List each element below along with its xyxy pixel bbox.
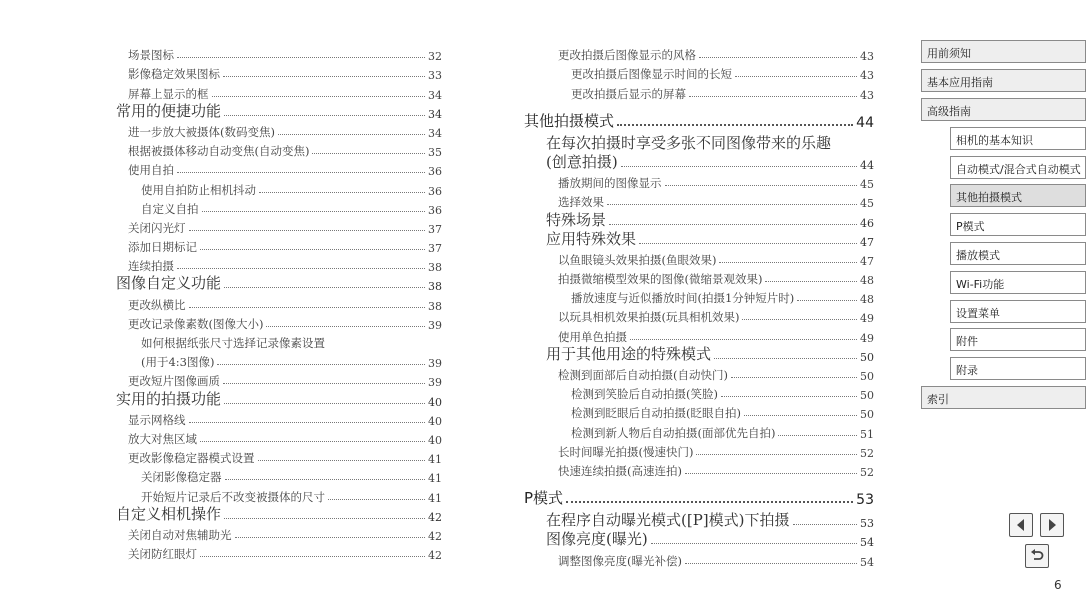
- toc-entry-title: 应用特殊效果: [546, 229, 637, 248]
- prev-page-button[interactable]: [1009, 513, 1033, 537]
- nav-basic-guide[interactable]: [921, 69, 1086, 92]
- toc-entry-title: 更改记录像素数(图像大小): [128, 316, 264, 331]
- toc-entry-page: 37: [428, 222, 442, 236]
- toc-entry-page: 36: [428, 203, 442, 217]
- toc-entry-page: 40: [428, 395, 442, 409]
- toc-entry[interactable]: [524, 153, 874, 172]
- toc-entry[interactable]: [524, 172, 874, 191]
- toc-entry-page: 34: [428, 126, 442, 140]
- nav-label: 相机的基本知识: [956, 134, 1033, 147]
- toc-entry-page: 40: [428, 414, 442, 428]
- nav-label: 用前须知: [927, 47, 971, 60]
- toc-entry[interactable]: [116, 370, 442, 389]
- toc-entry-page: 47: [860, 235, 874, 249]
- toc-entry[interactable]: [116, 447, 442, 466]
- nav-label: 附录: [956, 364, 978, 377]
- toc-entry[interactable]: [116, 485, 442, 504]
- toc-entry-page: 47: [860, 254, 874, 268]
- toc-entry-page: 51: [860, 427, 874, 441]
- dot-leader: [744, 415, 857, 416]
- toc-entry-page: 34: [428, 107, 442, 121]
- dot-leader: [639, 243, 857, 244]
- toc-entry[interactable]: [116, 217, 442, 236]
- dot-leader: [200, 556, 425, 557]
- toc-entry[interactable]: [524, 249, 874, 268]
- dot-leader: [200, 249, 425, 250]
- toc-entry[interactable]: [524, 421, 874, 440]
- toc-left-column: [116, 44, 442, 562]
- toc-entry-page: 50: [860, 370, 874, 383]
- toc-entry[interactable]: [116, 274, 442, 293]
- toc-entry[interactable]: [116, 505, 442, 524]
- toc-entry[interactable]: [116, 255, 442, 274]
- toc-entry-title: 以鱼眼镜头效果拍摄(鱼眼效果): [558, 252, 717, 267]
- dot-leader: [742, 319, 857, 320]
- dot-leader: [778, 435, 857, 436]
- toc-entry-page: 37: [428, 242, 442, 256]
- toc-entry-page: 54: [860, 555, 874, 569]
- toc-entry-title: 特殊场景: [546, 210, 607, 229]
- toc-entry[interactable]: [116, 293, 442, 312]
- toc-entry-title: 关闭影像稳定器: [141, 470, 222, 485]
- dot-leader: [189, 307, 426, 308]
- dot-leader: [797, 300, 857, 301]
- nav-before-use[interactable]: [921, 40, 1086, 63]
- toc-entry[interactable]: [524, 364, 874, 383]
- toc-entry-page: 52: [860, 446, 874, 460]
- toc-entry[interactable]: [524, 402, 874, 421]
- toc-entry[interactable]: [524, 383, 874, 402]
- toc-entry[interactable]: [116, 428, 442, 447]
- dot-leader: [177, 268, 425, 269]
- toc-entry-title: 更改拍摄后图像显示时间的长短: [571, 67, 732, 82]
- toc-entry[interactable]: [524, 268, 874, 287]
- dot-leader: [223, 383, 425, 384]
- toc-entry-title: 检测到眨眼后自动拍摄(眨眼自拍): [571, 406, 741, 421]
- dot-leader: [224, 115, 425, 116]
- toc-entry[interactable]: [116, 524, 442, 543]
- toc-entry-title: 播放期间的图像显示: [558, 176, 662, 191]
- dot-leader: [235, 537, 426, 538]
- toc-entry-title: 以玩具相机效果拍摄(玩具相机效果): [558, 310, 740, 325]
- next-page-button[interactable]: [1040, 513, 1064, 537]
- toc-entry-title: 检测到面部后自动拍摄(自动快门): [558, 368, 728, 382]
- toc-entry[interactable]: [116, 82, 442, 101]
- toc-entry-title: 图像自定义功能: [116, 274, 222, 293]
- toc-entry-page: 34: [428, 88, 442, 102]
- toc-entry-page: 45: [860, 178, 874, 192]
- toc-entry-title: 播放速度与近似播放时间(拍摄1分钟短片时): [571, 291, 795, 306]
- toc-entry-title: 长时间曝光拍摄(慢速快门): [558, 444, 694, 459]
- dot-leader: [225, 479, 426, 480]
- dot-leader: [651, 543, 857, 544]
- toc-entry-title: 连续拍摄: [128, 259, 174, 274]
- toc-entry-title: 更改短片图像画质: [128, 374, 220, 389]
- toc-entry-title: 自定义相机操作: [116, 504, 222, 523]
- toc-entry-title: 调整图像亮度(曝光补偿): [558, 553, 682, 568]
- toc-entry-title: 拍摄微缩模型效果的图像(微缩景观效果): [558, 272, 763, 287]
- toc-entry-title: (创意拍摄): [546, 152, 618, 171]
- dot-leader: [699, 57, 857, 58]
- nav-label: 索引: [927, 393, 949, 406]
- dot-leader: [735, 76, 857, 77]
- toc-entry-page: 44: [860, 158, 874, 172]
- nav-index[interactable]: [921, 386, 1086, 409]
- toc-entry-page: 50: [860, 408, 874, 422]
- toc-entry[interactable]: [116, 121, 442, 140]
- toc-entry-page: 38: [428, 280, 442, 294]
- nav-label: P模式: [956, 220, 985, 233]
- dot-leader: [202, 211, 426, 212]
- dot-leader: [765, 281, 857, 282]
- dot-leader: [714, 358, 857, 359]
- page-number: 6: [1054, 578, 1062, 592]
- toc-entry-title: 快速连续拍摄(高速连拍): [558, 463, 682, 478]
- toc-entry-page: 36: [428, 184, 442, 198]
- dot-leader: [630, 339, 857, 340]
- toc-entry-title: 添加日期标记: [128, 240, 197, 255]
- dot-leader: [566, 501, 853, 503]
- dot-leader: [258, 460, 426, 461]
- toc-entry[interactable]: [116, 44, 442, 63]
- toc-entry-title: 图像亮度(曝光): [546, 530, 648, 549]
- toc-entry-title: (用于4:3图像): [141, 355, 215, 370]
- toc-entry-page: 53: [856, 491, 874, 508]
- toc-entry-page: 38: [428, 299, 442, 313]
- toc-entry-page: 42: [428, 510, 442, 524]
- toc-entry[interactable]: [524, 82, 874, 101]
- nav-label: Wi-Fi功能: [956, 278, 1005, 291]
- nav-label: 设置菜单: [956, 307, 1000, 320]
- nav-wifi[interactable]: [950, 271, 1086, 294]
- toc-entry-page: 39: [428, 357, 442, 371]
- toc-entry-page: 43: [860, 69, 874, 83]
- toc-entry[interactable]: [116, 389, 442, 408]
- dot-leader: [224, 403, 425, 404]
- toc-entry-page: 35: [428, 146, 442, 160]
- nav-p-mode[interactable]: [950, 213, 1086, 236]
- toc-entry-page: 33: [428, 69, 442, 83]
- nav-auto-mode[interactable]: [950, 156, 1086, 179]
- toc-entry[interactable]: [116, 543, 442, 562]
- dot-leader: [607, 204, 857, 205]
- toc-entry-title: 其他拍摄模式: [524, 111, 615, 130]
- dot-leader: [224, 287, 425, 288]
- dot-leader: [189, 230, 426, 231]
- dot-leader: [696, 454, 857, 455]
- toc-entry[interactable]: [524, 106, 874, 131]
- dot-leader: [665, 185, 858, 186]
- dot-leader: [177, 57, 425, 58]
- dot-leader: [217, 364, 425, 365]
- toc-entry-title: 更改拍摄后图像显示的风格: [558, 48, 696, 63]
- toc-entry[interactable]: [116, 178, 442, 197]
- toc-entry[interactable]: [524, 306, 874, 325]
- dot-leader: [719, 262, 857, 263]
- dot-leader: [200, 441, 425, 442]
- toc-entry-title: 根据被摄体移动自动变焦(自动变焦): [128, 144, 310, 159]
- toc-entry[interactable]: [116, 140, 442, 159]
- dot-leader: [621, 166, 857, 167]
- toc-entry[interactable]: [524, 345, 874, 364]
- toc-entry[interactable]: [524, 191, 874, 210]
- toc-entry-title: 放大对焦区域: [128, 431, 197, 446]
- toc-entry[interactable]: [524, 134, 874, 153]
- toc-entry-title: 关闭闪光灯: [128, 220, 186, 235]
- toc-entry[interactable]: [524, 287, 874, 306]
- toc-entry-page: 44: [856, 114, 874, 131]
- toc-entry-page: 43: [860, 50, 874, 64]
- dot-leader: [685, 473, 857, 474]
- toc-entry[interactable]: [116, 466, 442, 485]
- dot-leader: [259, 192, 425, 193]
- toc-middle-column: [524, 44, 874, 569]
- toc-entry-page: 50: [860, 389, 874, 403]
- toc-entry-page: 54: [860, 536, 874, 550]
- toc-entry[interactable]: [524, 230, 874, 249]
- nav-appendix[interactable]: [950, 357, 1086, 380]
- toc-entry[interactable]: [116, 159, 442, 178]
- toc-entry-page: 41: [428, 453, 442, 467]
- toc-entry-title: 使用单色拍摄: [558, 329, 627, 344]
- dot-leader: [721, 396, 857, 397]
- toc-entry[interactable]: [116, 198, 442, 217]
- dot-leader: [793, 524, 857, 525]
- nav-label: 基本应用指南: [927, 76, 993, 89]
- toc-entry-title: 使用自拍防止相机抖动: [141, 182, 256, 197]
- toc-entry-title: 开始短片记录后不改变被摄体的尺寸: [141, 489, 325, 504]
- dot-leader: [685, 563, 857, 564]
- toc-entry-page: 39: [428, 376, 442, 390]
- dot-leader: [278, 134, 425, 135]
- toc-entry[interactable]: [524, 549, 874, 568]
- toc-entry-title: 更改影像稳定器模式设置: [128, 451, 255, 466]
- toc-entry-title: 关闭防红眼灯: [128, 547, 197, 562]
- return-icon: [1029, 548, 1045, 564]
- toc-entry-page: 45: [860, 197, 874, 211]
- dot-leader: [189, 422, 426, 423]
- dot-leader: [224, 518, 425, 519]
- dot-leader: [266, 326, 425, 327]
- dot-leader: [689, 96, 857, 97]
- dot-leader: [731, 377, 857, 378]
- toc-entry-page: 36: [428, 165, 442, 179]
- toc-entry-page: 42: [428, 529, 442, 543]
- arrow-right-icon: [1045, 518, 1059, 532]
- toc-entry-title: 更改拍摄后显示的屏幕: [571, 86, 686, 101]
- toc-entry-title: 选择效果: [558, 195, 604, 210]
- toc-entry[interactable]: [116, 102, 442, 121]
- toc-entry-title: P模式: [524, 488, 564, 507]
- toc-entry-page: 49: [860, 312, 874, 326]
- nav-label: 高级指南: [927, 105, 971, 118]
- toc-entry-title: 检测到笑脸后自动拍摄(笑脸): [571, 387, 718, 402]
- toc-entry-page: 38: [428, 261, 442, 275]
- toc-entry-title: 使用自拍: [128, 163, 174, 178]
- toc-entry-page: 41: [428, 491, 442, 505]
- nav-camera-basics[interactable]: [950, 127, 1086, 150]
- toc-entry-page: 53: [860, 517, 874, 531]
- toc-entry-title: 场景图标: [128, 48, 174, 63]
- toc-entry-title: 如何根据纸张尺寸选择记录像素设置: [141, 336, 325, 350]
- nav-label: 附件: [956, 335, 978, 348]
- dot-leader: [223, 76, 425, 77]
- toc-entry[interactable]: [116, 236, 442, 255]
- toc-entry-title: 关闭自动对焦辅助光: [128, 527, 232, 542]
- toc-entry[interactable]: [524, 441, 874, 460]
- nav-advanced-guide[interactable]: [921, 98, 1086, 121]
- dot-leader: [312, 153, 425, 154]
- toc-entry[interactable]: [116, 409, 442, 428]
- toc-entry[interactable]: [524, 325, 874, 344]
- toc-entry-title: 屏幕上显示的框: [128, 86, 209, 101]
- toc-entry-page: 32: [428, 50, 442, 64]
- dot-leader: [177, 172, 425, 173]
- nav-other-shooting-modes[interactable]: [950, 184, 1086, 207]
- toc-entry-page: 52: [860, 465, 874, 479]
- nav-label: 自动模式/混合式自动模式: [956, 163, 1081, 176]
- toc-entry-title: 自定义自拍: [141, 201, 199, 216]
- dot-leader: [328, 499, 425, 500]
- toc-entry-title: 在程序自动曝光模式([P]模式)下拍摄: [546, 511, 790, 530]
- dot-leader: [212, 96, 426, 97]
- nav-label: 其他拍摄模式: [956, 191, 1022, 204]
- toc-entry-title: 检测到新人物后自动拍摄(面部优先自拍): [571, 425, 776, 440]
- toc-entry-title: 在每次拍摄时享受多张不同图像带来的乐趣: [546, 133, 832, 152]
- toc-entry-page: 40: [428, 433, 442, 447]
- toc-entry-page: 49: [860, 331, 874, 345]
- toc-entry-title: 实用的拍摄功能: [116, 389, 222, 408]
- toc-entry-page: 50: [860, 350, 874, 364]
- toc-entry[interactable]: [116, 351, 442, 370]
- toc-entry-title: 进一步放大被摄体(数码变焦): [128, 124, 275, 139]
- toc-entry-title: 常用的便捷功能: [116, 101, 222, 120]
- arrow-left-icon: [1014, 518, 1028, 532]
- nav-setup-menu[interactable]: [950, 300, 1086, 323]
- nav-accessories[interactable]: [950, 328, 1086, 351]
- toc-entry-page: 41: [428, 472, 442, 486]
- dot-leader: [609, 224, 857, 225]
- toc-entry[interactable]: [524, 63, 874, 82]
- toc-entry-page: 39: [428, 318, 442, 332]
- toc-entry[interactable]: [116, 313, 442, 332]
- toc-entry[interactable]: [116, 63, 442, 82]
- toc-entry-page: 48: [860, 274, 874, 288]
- toc-entry-title: 用于其他用途的特殊模式: [546, 344, 712, 363]
- nav-playback-mode[interactable]: [950, 242, 1086, 265]
- toc-entry-page: 43: [860, 88, 874, 102]
- back-button[interactable]: [1025, 544, 1049, 568]
- toc-entry[interactable]: [524, 511, 874, 530]
- toc-entry-title: 影像稳定效果图标: [128, 67, 220, 82]
- toc-entry-page: 48: [860, 293, 874, 307]
- toc-entry-page: 46: [860, 216, 874, 230]
- toc-entry[interactable]: [524, 44, 874, 63]
- toc-entry[interactable]: [524, 460, 874, 479]
- toc-entry-page: 42: [428, 549, 442, 563]
- dot-leader: [617, 124, 853, 126]
- toc-entry[interactable]: [116, 332, 442, 351]
- nav-label: 播放模式: [956, 249, 1000, 262]
- toc-entry-title: 更改纵横比: [128, 297, 186, 312]
- toc-entry[interactable]: [524, 530, 874, 549]
- toc-entry[interactable]: [524, 210, 874, 229]
- toc-entry[interactable]: [524, 483, 874, 508]
- toc-entry-title: 显示网格线: [128, 412, 186, 427]
